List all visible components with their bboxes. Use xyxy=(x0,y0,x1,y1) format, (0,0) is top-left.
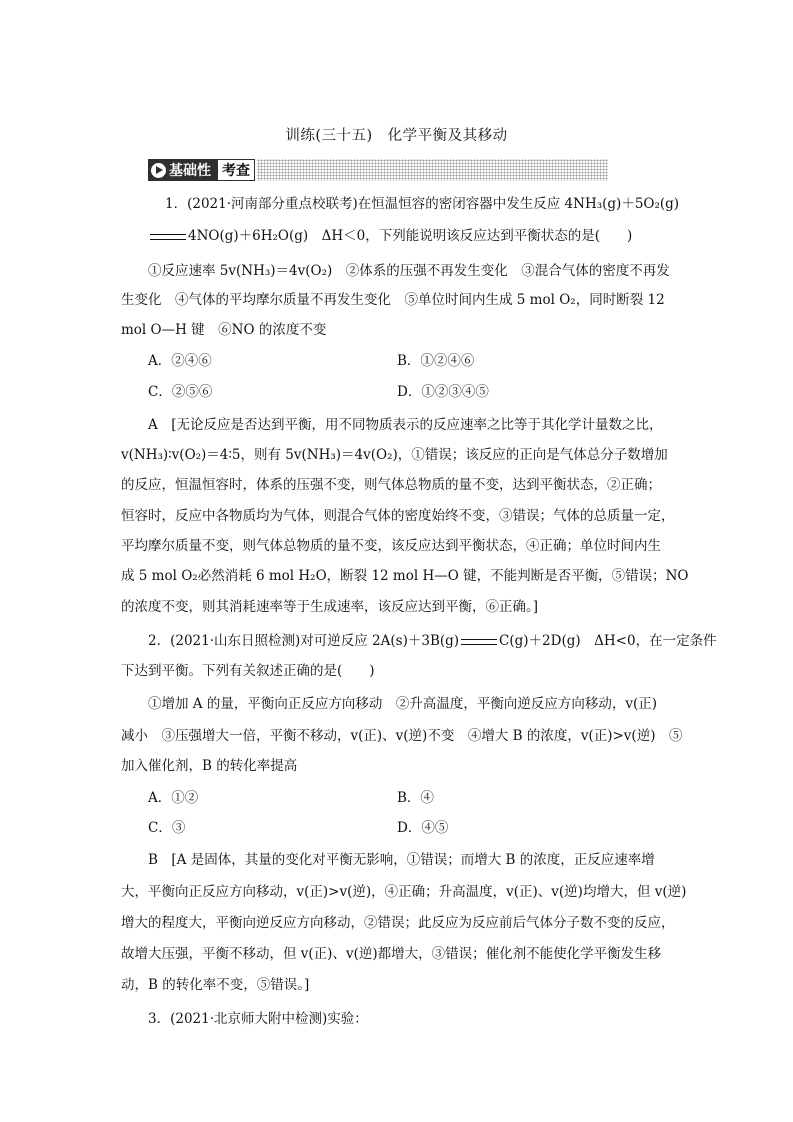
q1-answer-line4: 恒容时，反应中各物质均为气体，则混合气体的密度始终不变，③错误；气体的总质量一定， xyxy=(121,508,675,524)
q1-option-statement-line3: mol O—H 键 ⑥NO 的浓度不变 xyxy=(121,322,327,338)
q1-answer-line2: v(NH₃)∶v(O₂)＝4∶5，则有 5v(NH₃)＝4v(O₂)，①错误；该反应的正向是气体总分子数增加 xyxy=(121,447,668,463)
q2-choice-a: A．①② xyxy=(148,790,199,806)
section-header xyxy=(148,159,608,181)
q1-choice-d: D．①②③④⑤ xyxy=(397,384,489,400)
q1-stem-line1: 1．(2021·河南部分重点校联考)在恒温恒容的密闭容器中发生反应 4NH₃(g)＋5O₂(g) xyxy=(165,196,680,212)
q2-choice-c: C．③ xyxy=(148,820,186,836)
q1-answer-line7: 的浓度不变，则其消耗速率等于生成速率，该反应达到平衡，⑥正确。] xyxy=(121,599,539,615)
q2-stem-line2: 下达到平衡。下列有关叙述正确的是( ) xyxy=(121,663,375,679)
q3-stem-line1: 3．(2021·北京师大附中检测)实验： xyxy=(148,1011,368,1027)
q2-answer-line5: 动，B 的转化率不变，⑤错误。] xyxy=(121,977,310,993)
equilibrium-arrow-icon xyxy=(459,637,499,647)
q2-answer-line2: 大，平衡向正反应方向移动，v(正)>v(逆)，④正确；升高温度，v(正)、v(逆)均增大，但 v(逆) xyxy=(121,884,687,900)
section-label-light-text: 考查 xyxy=(222,163,250,179)
q1-choice-b: B．①②④⑥ xyxy=(397,353,475,369)
q2-statement-line2: 减小 ③压强增大一倍，平衡不移动，v(正)、v(逆)不变 ④增大 B 的浓度，v(正)>v(逆) ⑤ xyxy=(121,728,683,744)
q1-answer-line6: 成 5 mol O₂必然消耗 6 mol H₂O，断裂 12 mol H—O 键，不能判断是否平衡，⑤错误；NO xyxy=(121,568,689,584)
page-title: 训练(三十五) 化学平衡及其移动 xyxy=(285,128,508,144)
q2-statement-line1: ①增加 A 的量，平衡向正反应方向移动 ②升高温度，平衡向逆反应方向移动，v(正) xyxy=(148,696,657,712)
q1-stem-line2 xyxy=(148,226,632,246)
q1-answer-line1: A [无论反应是否达到平衡，用不同物质表示的反应速率之比等于其化学计量数之比， xyxy=(148,417,663,433)
equilibrium-arrow-icon xyxy=(148,232,188,242)
q2-answer-line1: B [A 是固体，其量的变化对平衡无影响，①错误；而增大 B 的浓度，正反应速率增 xyxy=(148,852,655,868)
q2-choice-b: B．④ xyxy=(397,790,434,806)
q1-option-statement-line1: ①反应速率 5v(NH₃)＝4v(O₂) ②体系的压强不再发生变化 ③混合气体的密度不再发 xyxy=(148,263,670,279)
q2-answer-line4: 故增大压强，平衡不移动，但 v(正)、v(逆)都增大，③错误；催化剂不能使化学平衡发生移 xyxy=(121,946,662,962)
q1-stem-line2-text: 4NO(g)＋6H₂O(g) ΔH＜0，下列能说明该反应达到平衡状态的是( ) xyxy=(188,228,633,244)
q2-stem-line1-tail: C(g)＋2D(g) ΔH<0，在一定条件 xyxy=(499,633,717,649)
q2-answer-line3: 增大的程度大，平衡向逆反应方向移动，②错误；此反应为反应前后气体分子数不变的反应， xyxy=(121,915,675,931)
q2-stem-line1-text: 2．(2021·山东日照检测)对可逆反应 2A(s)＋3B(g) xyxy=(148,633,460,649)
q2-statement-line3: 加入催化剂，B 的转化率提高 xyxy=(121,758,298,774)
section-dotted-rule xyxy=(257,159,608,181)
q2-stem-line1 xyxy=(148,631,717,651)
q1-choice-a: A．②④⑥ xyxy=(148,353,212,369)
q1-answer-line3: 的反应，恒温恒容时，体系的压强不变，则气体总物质的量不变，达到平衡状态，②正确； xyxy=(121,477,661,493)
q2-choice-d: D．④⑤ xyxy=(397,820,449,836)
section-label-basic xyxy=(148,159,217,181)
q1-answer-line5: 平均摩尔质量不变，则气体总物质的量不变，该反应达到平衡状态，④正确；单位时间内生 xyxy=(121,538,661,554)
q1-option-statement-line2: 生变化 ④气体的平均摩尔质量不再发生变化 ⑤单位时间内生成 5 mol O₂，同时断裂 12 xyxy=(121,292,665,308)
section-label-dark-text: 基础性 xyxy=(169,163,211,179)
play-icon xyxy=(151,163,166,178)
q1-choice-c: C．②⑤⑥ xyxy=(148,384,213,400)
section-label-check xyxy=(217,159,255,181)
